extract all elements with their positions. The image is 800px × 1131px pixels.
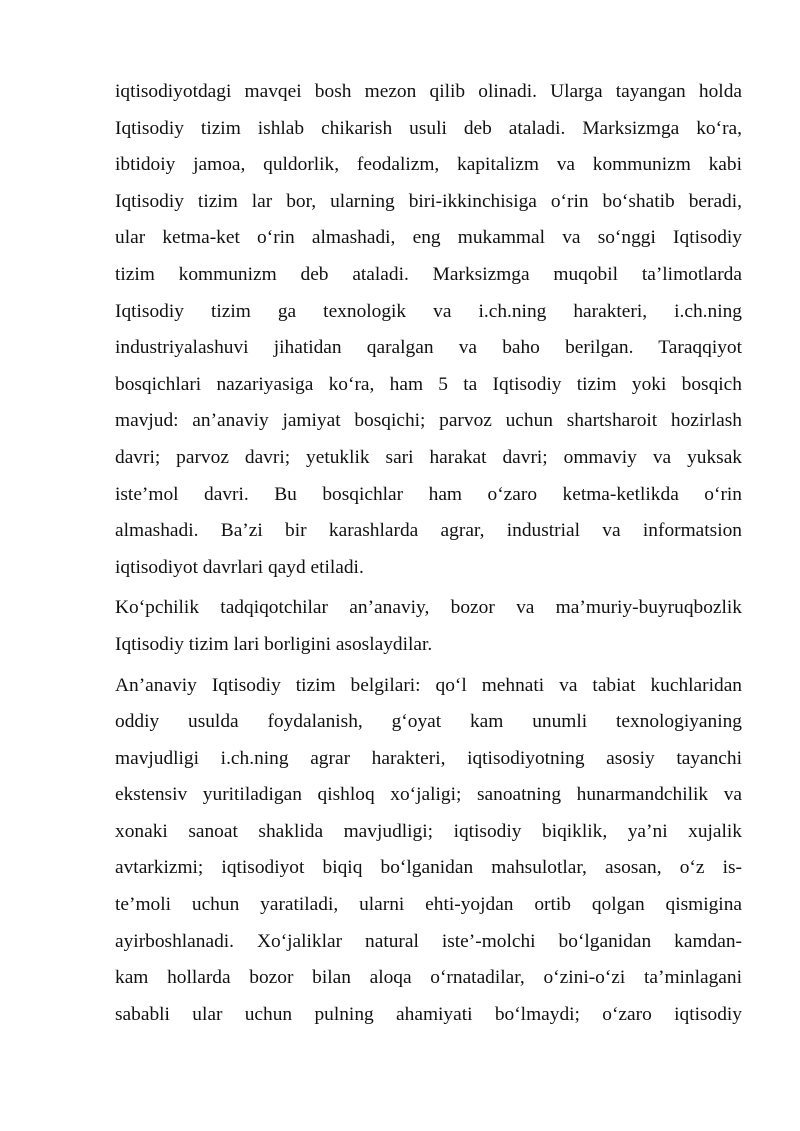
text-line: industriyalashuvi jihatidan qaralgan va baho berilgan. Taraqqiyot [115, 337, 742, 359]
text-line: Ko‘pchilik tadqiqotchilar an’anaviy, bozor va ma’muriy-buyruqbozlik [115, 597, 742, 619]
text-line: ular ketma-ket o‘rin almashadi, eng mukammal va so‘nggi Iqtisodiy [115, 227, 742, 249]
text-line: Iqtisodiy tizim ishlab chikarish usuli deb ataladi. Marksizmga ko‘ra, [115, 117, 742, 139]
text-line: xonaki sanoat shaklida mavjudligi; iqtisodiy biqiklik, ya’ni xujalik [115, 820, 742, 842]
text-line: mavjud: an’anaviy jamiyat bosqichi; parvoz uchun shartsharoit hozirlash [115, 410, 742, 432]
document-page [115, 74, 742, 1037]
text-line: Iqtisodiy tizim lar bor, ularning biri-ikkinchisiga o‘rin bo‘shatib beradi, [115, 190, 742, 212]
paragraph-3 [115, 668, 742, 1034]
text-line: Iqtisodiy tizim lari borligini asoslaydilar. [115, 633, 433, 655]
text-line: ayirboshlanadi. Xo‘jaliklar natural iste’-molchi bo‘lganidan kamdan- [115, 930, 742, 952]
text-line: iste’mol davri. Bu bosqichlar ham o‘zaro ketma-ketlikda o‘rin [115, 483, 742, 505]
text-line: mavjudligi i.ch.ning agrar harakteri, iqtisodiyotning asosiy tayanchi [115, 747, 742, 769]
text-line: tizim kommunizm deb ataladi. Marksizmga muqobil ta’limotlarda [115, 263, 742, 285]
text-line: An’anaviy Iqtisodiy tizim belgilari: qo‘l mehnati va tabiat kuchlaridan [115, 674, 742, 696]
text-line: davri; parvoz davri; yetuklik sari harakat davri; ommaviy va yuksak [115, 446, 742, 468]
paragraph-1 [115, 74, 742, 586]
text-line: avtarkizmi; iqtisodiyot biqiq bo‘lganidan mahsulotlar, asosan, o‘z is- [115, 857, 742, 879]
paragraph-2 [115, 590, 742, 663]
text-line: te’moli uchun yaratiladi, ularni ehti-yojdan ortib qolgan qismigina [115, 894, 742, 916]
text-line: Iqtisodiy tizim ga texnologik va i.ch.ning harakteri, i.ch.ning [115, 300, 742, 322]
text-line: iqtisodiyot davrlari qayd etiladi. [115, 556, 364, 578]
text-line: ibtidoiy jamoa, quldorlik, feodalizm, kapitalizm va kommunizm kabi [115, 154, 742, 176]
text-line: ekstensiv yuritiladigan qishloq xo‘jaligi; sanoatning hunarmandchilik va [115, 784, 742, 806]
text-line: almashadi. Ba’zi bir karashlarda agrar, industrial va informatsion [115, 520, 742, 542]
text-line: sababli ular uchun pulning ahamiyati bo‘lmaydi; o‘zaro iqtisodiy [115, 1003, 742, 1025]
text-line: kam hollarda bozor bilan aloqa o‘rnatadilar, o‘zini-o‘zi ta’minlagani [115, 967, 742, 989]
text-line: bosqichlari nazariyasiga ko‘ra, ham 5 ta Iqtisodiy tizim yoki bosqich [115, 373, 742, 395]
text-line: oddiy usulda foydalanish, g‘oyat kam unumli texnologiyaning [115, 711, 742, 733]
text-line: iqtisodiyotdagi mavqei bosh mezon qilib olinadi. Ularga tayangan holda [115, 81, 742, 102]
